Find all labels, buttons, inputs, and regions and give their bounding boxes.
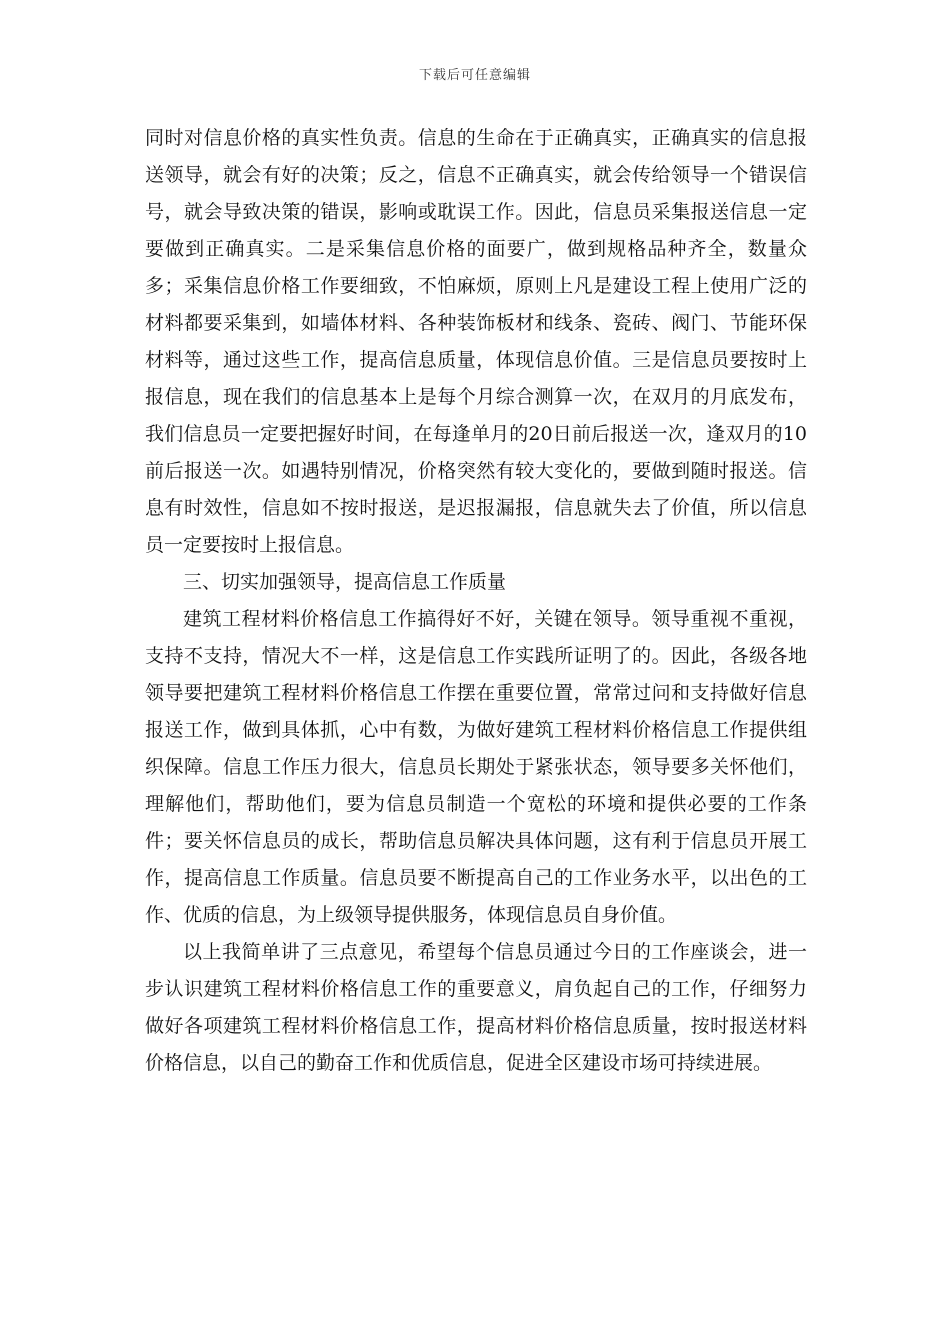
- paragraph-conclusion: 以上我简单讲了三点意见，希望每个信息员通过今日的工作座谈会，进一步认识建筑工程材料价格信息工作的重要意义，肩负起自己的工作，仔细努力做好各项建筑工程材料价格信息工作，提高材料价格信息质量，按时报送材料价格信息，以自己的勤奋工作和优质信息，促进全区建设市场可持续进展。: [145, 941, 807, 1074]
- page-header: 下载后可任意编辑: [418, 68, 531, 83]
- document-body: [145, 120, 807, 1082]
- section-heading-3: 三、切实加强领导，提高信息工作质量: [183, 571, 507, 593]
- paragraph-leadership: 建筑工程材料价格信息工作搞得好不好，关键在领导。领导重视不重视，支持不支持，情况大不一样，这是信息工作实践所证明了的。因此，各级各地领导要把建筑工程材料价格信息工作摆在重要位置，常常过问和支持做好信息报送工作，做到具体抓，心中有数，为做好建筑工程材料价格信息工作提供组织保障。信息工作压力很大，信息员长期处于紧张状态，领导要多关怀他们，理解他们，帮助他们，要为信息员制造一个宽松的环境和提供必要的工作条件；要关怀信息员的成长，帮助信息员解决具体问题，这有利于信息员开展工作，提高信息工作质量。信息员要不断提高自己的工作业务水平，以出色的工作、优质的信息，为上级领导提供服务，体现信息员自身价值。: [145, 608, 807, 926]
- paragraph-continuation: 同时对信息价格的真实性负责。信息的生命在于正确真实，正确真实的信息报送领导，就会有好的决策；反之，信息不正确真实，就会传给领导一个错误信号，就会导致决策的错误，影响或耽误工作。因此，信息员采集报送信息一定要做到正确真实。二是采集信息价格的面要广，做到规格品种齐全，数量众多；采集信息价格工作要细致，不怕麻烦，原则上凡是建设工程上使用广泛的材料都要采集到，如墙体材料、各种装饰板材和线条、瓷砖、阀门、节能环保材料等，通过这些工作，提高信息质量，体现信息价值。三是信息员要按时上报信息，现在我们的信息基本上是每个月综合测算一次，在双月的月底发布，我们信息员一定要把握好时间，在每逢单月的20日前后报送一次，逢双月的10前后报送一次。如遇特别情况，价格突然有较大变化的，要做到随时报送。信息有时效性，信息如不按时报送，是迟报漏报，信息就失去了价值，所以信息员一定要按时上报信息。: [145, 127, 807, 556]
